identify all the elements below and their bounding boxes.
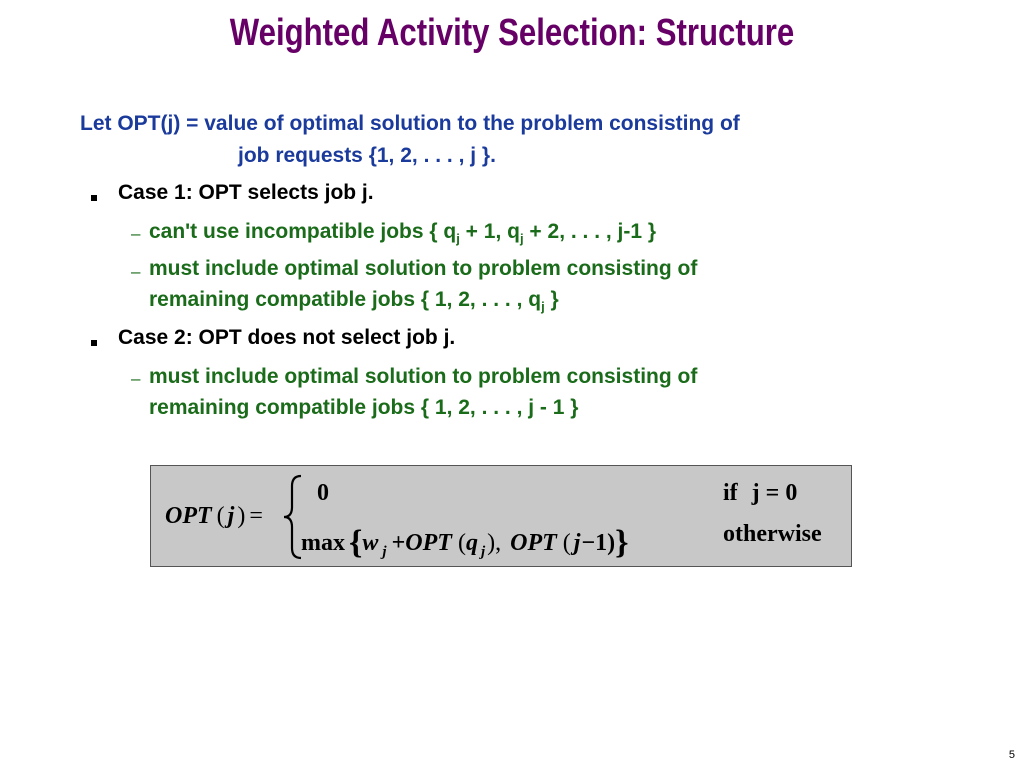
case-1-sub-1-text-b: + 1, q [459, 220, 520, 243]
subscript-j: j [456, 231, 460, 246]
case-1-sub-2-line-2-b: } [544, 288, 559, 311]
opt-term-2: OPT [510, 530, 557, 556]
opt-term-1: OPT [405, 530, 452, 556]
formula-lhs-eq: = [249, 503, 263, 529]
open-paren-2: ( [562, 530, 571, 556]
recurrence-formula-box [150, 465, 852, 567]
case-1-expression [301, 521, 629, 559]
dash-bullet-icon: – [131, 369, 141, 388]
condition-if: if [723, 480, 738, 506]
weight-subscript-j: j [382, 544, 387, 560]
open-paren-1: ( [457, 530, 466, 556]
case-0-value: 0 [317, 480, 329, 506]
constant-one-close: 1) [595, 530, 616, 556]
case-1-sub-2-line-2 [149, 288, 559, 312]
weight-w: w [362, 530, 379, 556]
bullet-square-icon [91, 195, 97, 201]
variable-j: j [573, 530, 581, 556]
subscript-j: j [541, 299, 545, 314]
case-0-condition [723, 480, 797, 507]
q-subscript-j: j [480, 544, 486, 560]
formula-lhs-j: j [227, 503, 235, 529]
subscript-j: j [519, 231, 524, 246]
condition-expr: j = 0 [751, 480, 798, 506]
case-2-sub-1-line-2: remaining compatible jobs { 1, 2, . . . , j - 1 } [149, 396, 579, 419]
max-operator: max [301, 530, 345, 556]
case-2-label: Case 2: OPT does not select job j. [118, 326, 456, 349]
formula-lhs [165, 503, 263, 530]
case-1-sub-1-text-c: + 2, . . . , j-1 } [523, 220, 657, 243]
case-2-sub-1-line-1: must include optimal solution to problem consisting of [149, 365, 698, 388]
right-curly-brace-icon: } [615, 524, 629, 561]
bullet-square-icon [91, 340, 97, 346]
case-1-sub-1 [149, 220, 656, 244]
case-1-sub-2-line-2-a: remaining compatible jobs { 1, 2, . . . , q [149, 288, 542, 311]
formula-lhs-opt: OPT [165, 503, 212, 529]
case-1-condition: otherwise [723, 521, 822, 547]
variable-q: q [465, 530, 478, 556]
plus-operator: + [391, 530, 406, 556]
case-1-sub-1-text-a: can't use incompatible jobs { q [149, 220, 457, 243]
dash-bullet-icon: – [131, 224, 141, 243]
case-1-label: Case 1: OPT selects job j. [118, 181, 374, 204]
close-paren-1: ), [487, 530, 502, 556]
dash-bullet-icon: – [131, 262, 141, 281]
slide-title: Weighted Activity Selection: Structure [229, 12, 795, 54]
minus-operator: − [581, 530, 596, 556]
definition-line-1: Let OPT(j) = value of optimal solution to the problem consisting of [80, 112, 740, 135]
formula-lhs-close: ) [237, 503, 246, 529]
case-1-sub-2-line-1: must include optimal solution to problem consisting of [149, 257, 698, 280]
definition-line-2: job requests {1, 2, . . . , j }. [238, 144, 496, 167]
formula-lhs-open: ( [216, 503, 225, 529]
page-number: 5 [1008, 749, 1015, 761]
left-curly-brace-icon: { [349, 524, 363, 561]
